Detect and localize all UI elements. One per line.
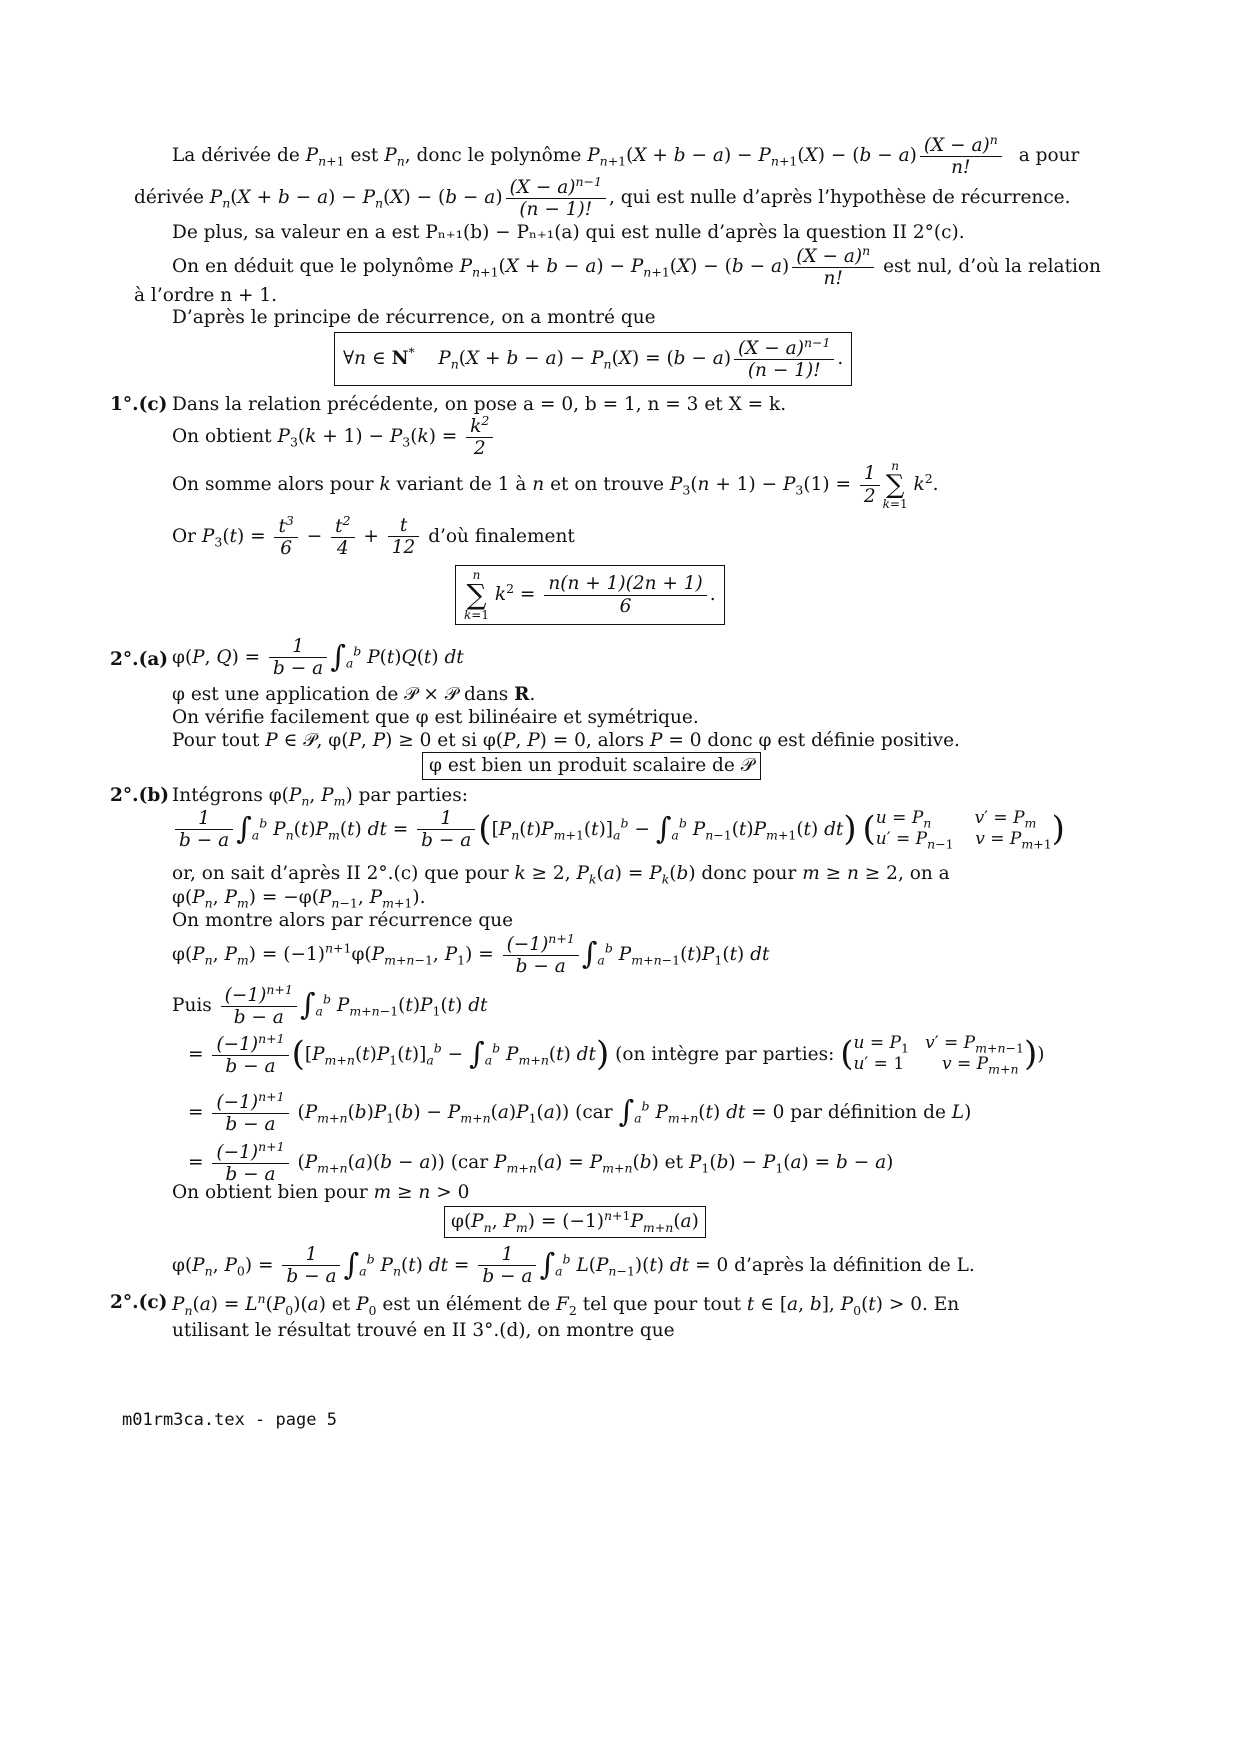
text-line: Or $P_3(t)$ = $\frac{t^3}{6}$ − $\frac{t^2}{4}$ + $\frac{t}{12}$ d’où finalement <box>172 513 575 560</box>
section-label: 2°.(b) <box>110 785 170 806</box>
text-line: = $\frac{(-1)^{n+1}}{b - a}$ $(P_{m+n}(b)P_1(b) - P_{m+n}(a)P_1(a))$ (car $\int_a^b$ $P_{m+n}(t)$ dt = 0 par définition de L) <box>188 1089 972 1136</box>
fraction: $\frac{(X - a)^n}{n!}$ <box>920 133 1002 179</box>
boxed-result: n ∑ k=1 $k^2$ = $\frac{n(n + 1)(2n + 1)}{6}$ . <box>455 565 725 625</box>
fraction: $\frac{(X - a)^n}{n!}$ <box>792 244 874 290</box>
text-paragraph: $P_n(a) = L^n(P_0)(a)$ et $P_0$ est un élément de $F_2$ tel que pour tout t ∈ [a, b], $P_0(t) > 0$. En utilisant le résultat trouvé en II 3°.(d), on montre que <box>172 1291 960 1341</box>
text-line: = $\frac{(-1)^{n+1}}{b - a}$ ($[P_{m+n}(t)P_1(t)]_a^b - \int_a^b$ $P_{m+n}(t)$ dt) (on intègre par parties: ($u = P_1$ $v' = P_{m+n-1}$ u′ = 1 $v = P_{m+n}$ )) <box>188 1031 1045 1078</box>
text-line: On somme alors pour k variant de 1 à n et on trouve $P_3(n + 1) - P_3(1)$ = $\frac{1}{2}$ n ∑ k=1 $k^2$. <box>172 459 939 511</box>
text-line: On vérifie facilement que φ est bilinéaire et symétrique. <box>172 707 699 728</box>
text-line: On en déduit que le polynôme $P_{n+1}(X + b - a) - P_{n+1}(X) - (b - a)$ $\frac{(X - a)^n}{n!}$ est nul, d’où la relation <box>172 243 1101 290</box>
text-line: à l’ordre n + 1. <box>134 285 278 306</box>
text-line: De plus, sa valeur en a est Pₙ₊₁(b) − Pₙ₊₁(a) qui est nulle d’après la question II 2°(c). <box>172 222 965 243</box>
boxed-result: φ est bien un produit scalaire de 𝒫 <box>422 752 761 780</box>
page-footer: m01rm3ca.tex - page 5 <box>122 1410 337 1430</box>
text-line: $\frac{1}{b - a}$ $\int_a^b$ $P_n(t)P_m(t)$ dt = $\frac{1}{b - a}$ ($[P_n(t)P_{m+1}(t)]_a^b - \int_a^b$ $P_{n-1}(t)P_{m+1}(t)$ dt) ($u = P_n$ $v' = P_m$ $u' = P_{n-1}$ $v = P_{m+1}$) <box>172 808 1065 852</box>
text-line: $\varphi(P_n$, $P_m) = -\varphi(P_{n-1}$, $P_{m+1}$). <box>172 887 426 911</box>
section-label: 2°.(a) <box>110 649 169 670</box>
text-line: Intégrons $\varphi(P_n$, $P_m$) par parties: <box>172 785 468 809</box>
text-line: or, on sait d’après II 2°.(c) que pour k ≥ 2, $P_k(a) = P_k(b)$ donc pour m ≥ n ≥ 2, on a <box>172 863 950 887</box>
boxed-result: $\varphi(P_n$, $P_m) = (-1)^{n+1}P_{m+n}(a)$ <box>444 1206 706 1238</box>
text-line: On obtient bien pour m ≥ n > 0 <box>172 1182 470 1203</box>
text-line: On obtient $P_3(k + 1) - P_3(k)$ = $\frac{k^2}{2}$ <box>172 414 496 460</box>
inline-math: La dérivée de $P_{n+1}$ est $P_n$, donc le polynôme $P_{n+1}(X + b - a) - P_{n+1}(X) - (b - a)$ <box>172 144 917 169</box>
text-line: $\varphi(P_n$, $P_0$) = $\frac{1}{b - a}$ $\int_a^b$ $P_n(t)$ dt = $\frac{1}{b - a}$ $\int_a^b$ $L(P_{n-1})(t)$ dt = 0 d’après la définition de L. <box>172 1244 975 1288</box>
text-line: $\varphi(P_n$, $P_m) = (-1)^{n+1}\varphi(P_{m+n-1}$, $P_1$) = $\frac{(-1)^{n+1}}{b - a}$ $\int_a^b$ $P_{m+n-1}(t)P_1(t)$ dt <box>172 931 770 978</box>
text-line: Puis $\frac{(-1)^{n+1}}{b - a}$ $\int_a^b$ $P_{m+n-1}(t)P_1(t)$ dt <box>172 982 488 1029</box>
text-line: dérivée $P_n(X + b - a) - P_n(X) - (b - a)$ $\frac{(X - a)^{n-1}}{(n - 1)!}$ , qui est nulle d’après l’hypothèse de récurrence. <box>134 174 1071 221</box>
boxed-result: ∀n ∈ N* $P_n(X + b - a) - P_n(X) = (b - a)$ $\frac{(X - a)^{n-1}}{(n - 1)!}$ . <box>334 332 852 386</box>
text-line: φ est une application de 𝒫 × 𝒫 dans R. <box>172 684 536 705</box>
text-line: On montre alors par récurrence que <box>172 910 514 931</box>
text-line: D’après le principe de récurrence, on a montré que <box>172 307 656 328</box>
section-label: 1°.(c) <box>110 394 168 415</box>
text-line: Pour tout P ∈ 𝒫, φ(P, P) ≥ 0 et si φ(P, P) = 0, alors P = 0 donc φ est définie positive. <box>172 730 960 751</box>
fraction: $\frac{(X - a)^{n-1}}{(n - 1)!}$ <box>506 175 606 221</box>
text-line: φ(P, Q) = $\frac{1}{b - a}$ $\int_a^b$ P(t)Q(t) dt <box>172 636 464 680</box>
text-line: La dérivée de $P_{n+1}$ est $P_n$, donc le polynôme $P_{n+1}(X + b - a) - P_{n+1}(X) - (b - a)$ $\frac{(X - a)^n}{n!}$ a pour <box>172 132 1080 179</box>
section-label: 2°.(c) <box>110 1292 168 1313</box>
text-line: = $\frac{(-1)^{n+1}}{b - a}$ $(P_{m+n}(a)(b - a))$ (car $P_{m+n}(a) = P_{m+n}(b)$ et $P_1(b) - P_1(a) = b - a$) <box>188 1139 894 1186</box>
text-line: Dans la relation précédente, on pose a = 0, b = 1, n = 3 et X = k. <box>172 394 787 415</box>
